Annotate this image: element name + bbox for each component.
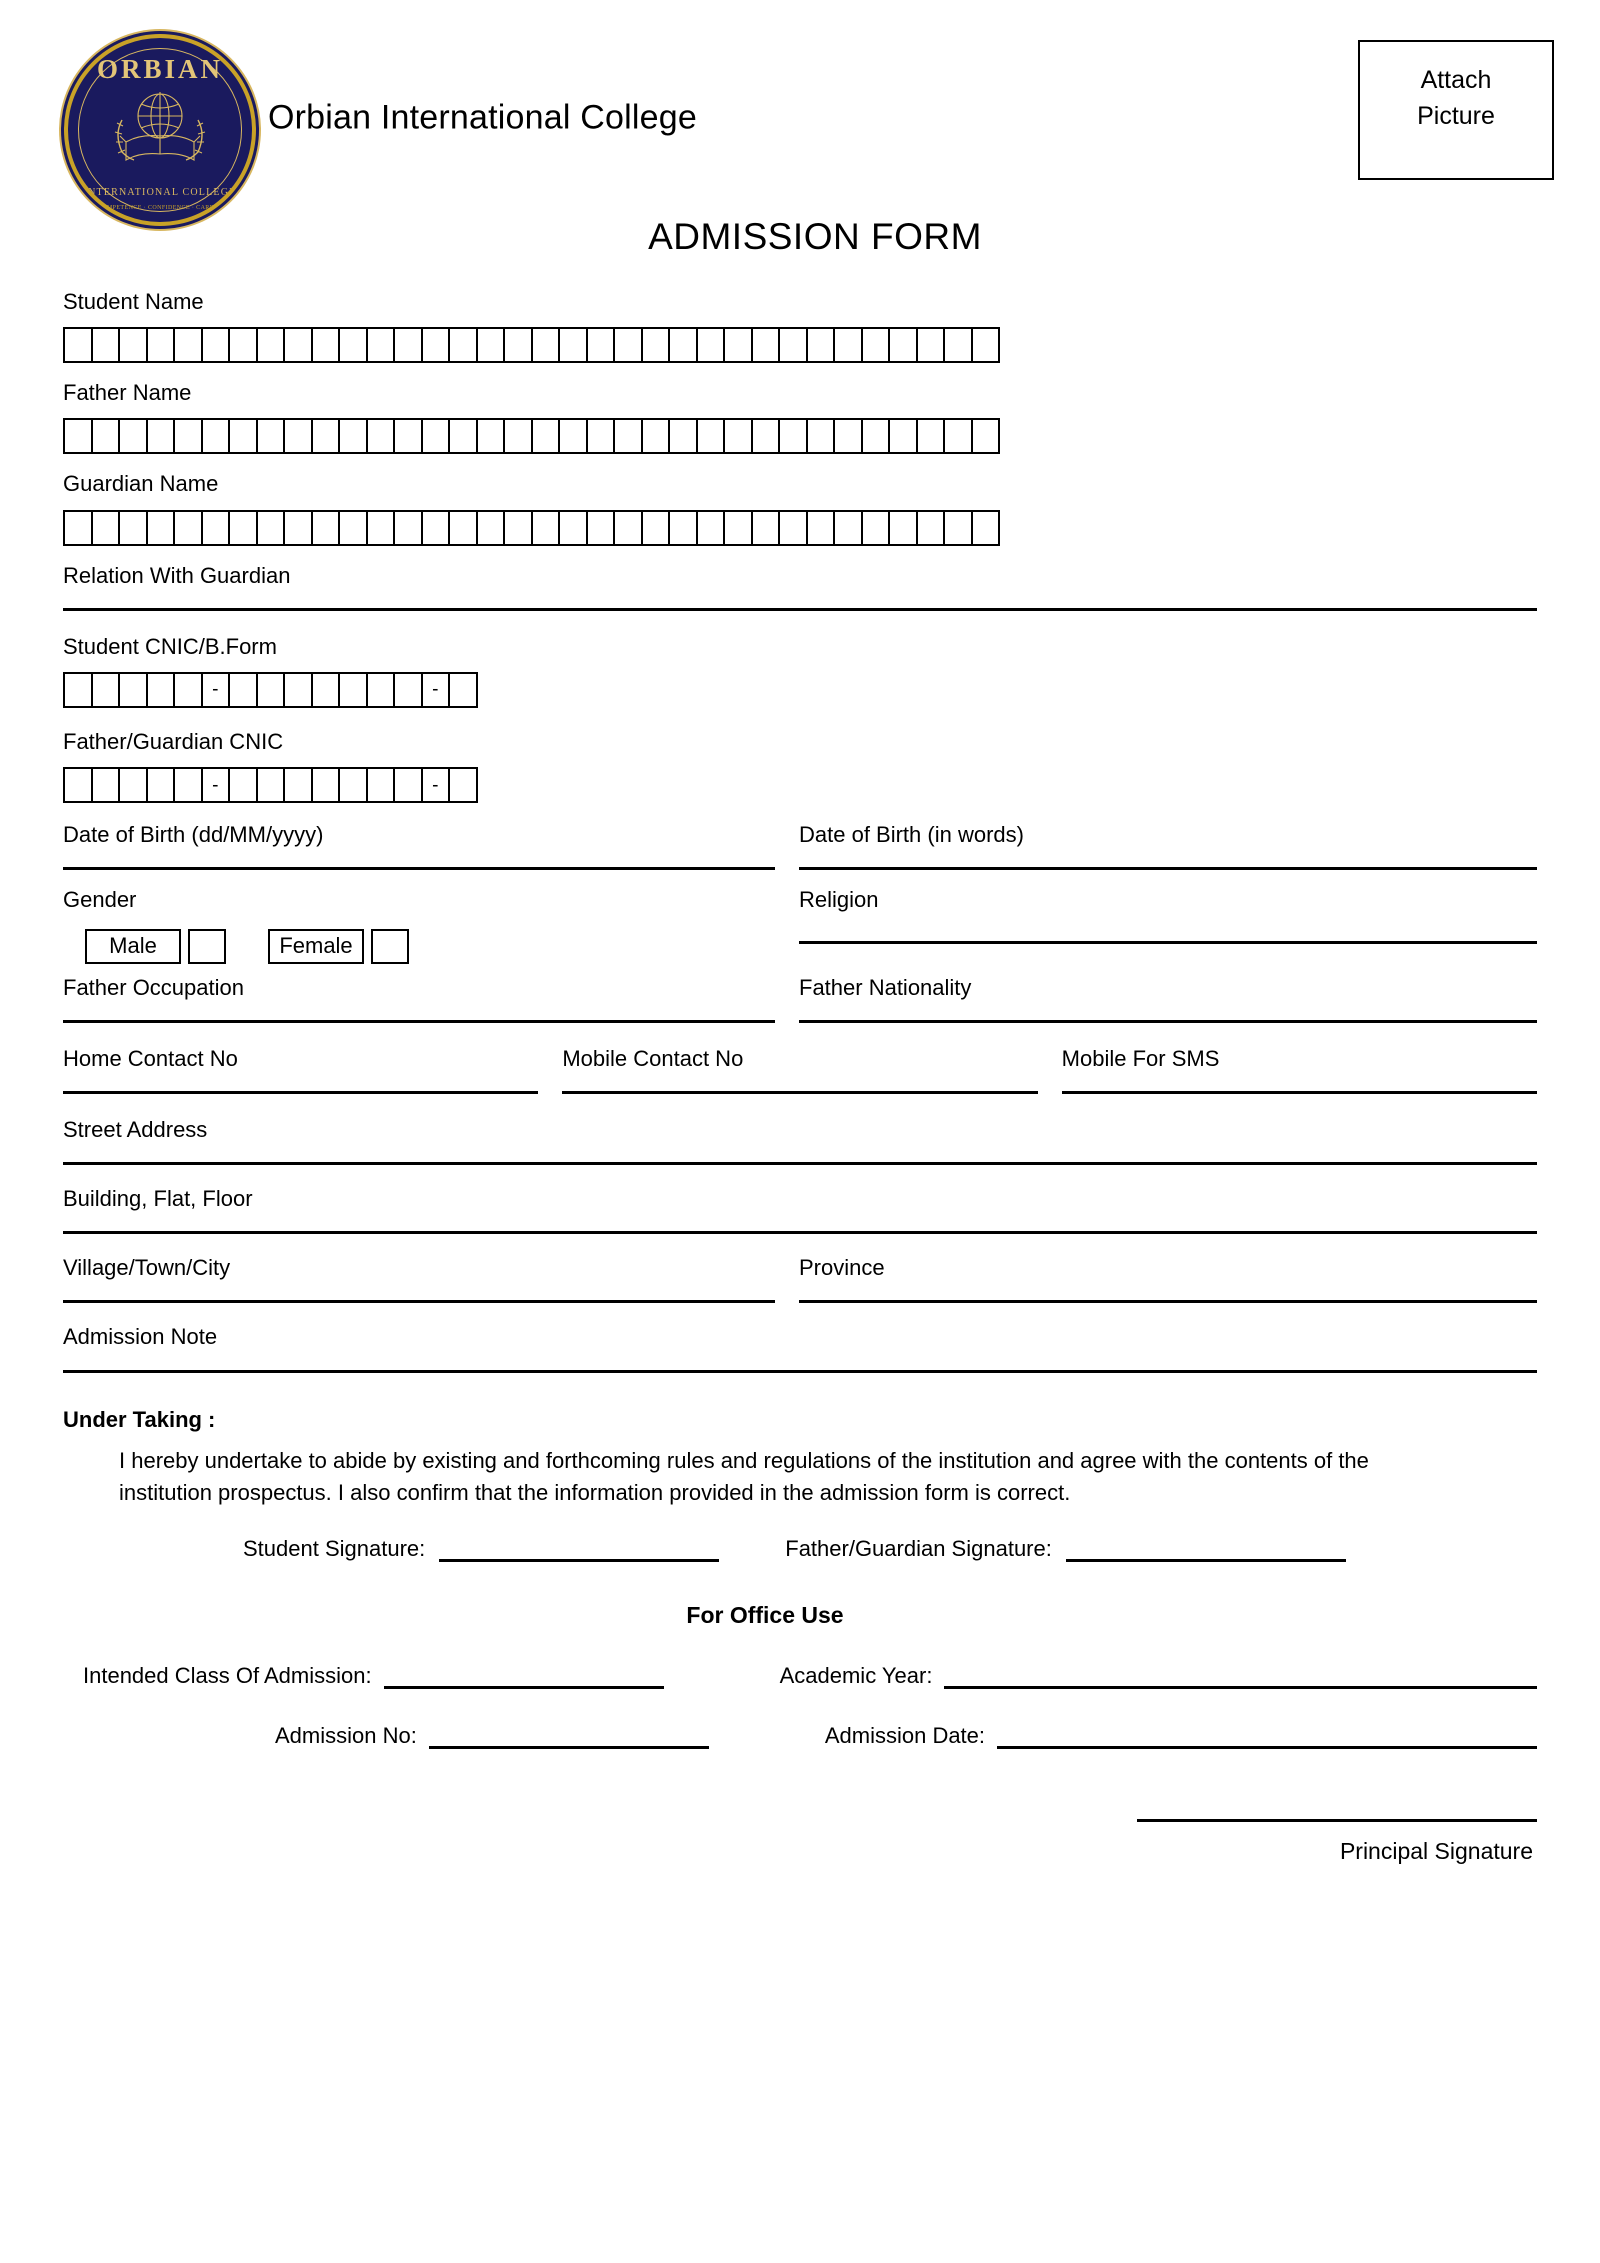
char-cell[interactable] <box>313 329 341 363</box>
char-cell[interactable] <box>175 420 203 454</box>
field-gender <box>63 888 775 963</box>
char-cell[interactable] <box>368 674 396 708</box>
char-cell[interactable] <box>588 512 616 546</box>
field-dob-numeric <box>63 823 775 870</box>
char-cell[interactable] <box>560 512 588 546</box>
char-cell[interactable] <box>65 420 93 454</box>
field-father-guardian-cnic <box>63 730 1537 803</box>
char-cell[interactable] <box>203 512 231 546</box>
field-religion <box>799 888 1537 963</box>
admission-date-input[interactable] <box>997 1724 1537 1749</box>
college-name: Orbian International College <box>268 98 697 137</box>
char-cell[interactable] <box>340 512 368 546</box>
father-guardian-cnic-boxes[interactable] <box>63 767 478 803</box>
char-cell[interactable] <box>395 420 423 454</box>
char-cell[interactable] <box>368 329 396 363</box>
char-cell[interactable] <box>615 329 643 363</box>
char-cell[interactable] <box>780 329 808 363</box>
principal-signature-input[interactable] <box>1137 1819 1537 1822</box>
char-cell[interactable] <box>588 329 616 363</box>
field-village-town-city <box>63 1256 775 1303</box>
char-cell[interactable] <box>643 420 671 454</box>
field-mobile-sms <box>1062 1047 1537 1094</box>
guardian-name-boxes[interactable] <box>63 510 1000 546</box>
field-student-name <box>63 290 1537 363</box>
char-cell[interactable] <box>478 512 506 546</box>
char-cell[interactable] <box>313 769 341 803</box>
char-cell[interactable] <box>258 329 286 363</box>
char-cell[interactable] <box>698 329 726 363</box>
field-province <box>799 1256 1537 1303</box>
char-cell[interactable] <box>670 329 698 363</box>
gender-female-checkbox[interactable] <box>371 929 409 964</box>
char-cell[interactable] <box>918 329 946 363</box>
char-cell[interactable] <box>560 329 588 363</box>
char-cell[interactable] <box>230 420 258 454</box>
label-student-signature: Student Signature: <box>243 1535 426 1561</box>
char-cell[interactable] <box>65 512 93 546</box>
char-cell[interactable] <box>808 329 836 363</box>
field-father-occupation <box>63 976 775 1023</box>
label-religion: Religion <box>799 887 879 913</box>
char-cell[interactable] <box>890 512 918 546</box>
char-cell[interactable] <box>423 512 451 546</box>
street-address-input[interactable] <box>63 1162 1537 1165</box>
char-cell[interactable] <box>285 769 313 803</box>
char-cell[interactable] <box>560 420 588 454</box>
student-name-boxes[interactable] <box>63 327 1000 363</box>
religion-input[interactable] <box>799 941 1537 944</box>
char-cell[interactable] <box>450 329 478 363</box>
office-row-class-year <box>63 1663 1537 1689</box>
label-principal-signature: Principal Signature <box>1339 1837 1533 1864</box>
char-cell[interactable] <box>725 329 753 363</box>
field-home-contact <box>63 1047 538 1094</box>
field-admission-note <box>63 1325 1537 1372</box>
label-building-flat-floor: Building, Flat, Floor <box>63 1186 253 1212</box>
char-cell[interactable] <box>203 329 231 363</box>
char-cell[interactable] <box>505 512 533 546</box>
char-cell[interactable] <box>285 512 313 546</box>
char-cell[interactable] <box>973 329 1001 363</box>
char-cell[interactable] <box>395 512 423 546</box>
char-cell[interactable] <box>450 512 478 546</box>
field-guardian-name <box>63 472 1537 545</box>
char-cell[interactable] <box>340 674 368 708</box>
char-cell[interactable]: - <box>203 674 231 708</box>
char-cell[interactable] <box>65 329 93 363</box>
label-home-contact: Home Contact No <box>63 1045 238 1071</box>
admission-note-input[interactable] <box>63 1370 1537 1373</box>
char-cell[interactable] <box>505 420 533 454</box>
char-cell[interactable] <box>890 420 918 454</box>
undertaking-text: I hereby undertake to abide by existing and forthcoming rules and regulations of the institution and agree with the contents of the institution prospectus. I also confirm that the information provided in the admission form is correct. <box>119 1447 1369 1506</box>
char-cell[interactable] <box>450 420 478 454</box>
char-cell[interactable] <box>230 769 258 803</box>
academic-year-input[interactable] <box>944 1664 1537 1689</box>
char-cell[interactable] <box>93 674 121 708</box>
attach-picture-line2: Picture <box>1417 102 1495 131</box>
char-cell[interactable] <box>670 420 698 454</box>
province-input[interactable] <box>799 1300 1537 1303</box>
char-cell[interactable] <box>945 329 973 363</box>
char-cell[interactable] <box>423 420 451 454</box>
char-cell[interactable] <box>973 420 1001 454</box>
dob-numeric-input[interactable] <box>63 867 775 870</box>
char-cell[interactable] <box>643 512 671 546</box>
field-father-name <box>63 381 1537 454</box>
signature-row <box>63 1536 1537 1562</box>
char-cell[interactable] <box>533 329 561 363</box>
student-signature-input[interactable] <box>439 1537 719 1562</box>
char-cell[interactable] <box>313 420 341 454</box>
char-cell[interactable] <box>395 674 423 708</box>
char-cell[interactable] <box>313 512 341 546</box>
seal-motto-text: COMPETENCE · CONFIDENCE · CAREER <box>97 205 223 211</box>
char-cell[interactable] <box>175 512 203 546</box>
char-cell[interactable] <box>670 512 698 546</box>
student-cnic-boxes[interactable] <box>63 672 478 708</box>
father-nationality-input[interactable] <box>799 1020 1537 1023</box>
char-cell[interactable] <box>863 420 891 454</box>
char-cell[interactable] <box>120 512 148 546</box>
char-cell[interactable]: - <box>423 674 451 708</box>
label-father-nationality: Father Nationality <box>799 974 972 1000</box>
field-dob-words <box>799 823 1537 870</box>
admission-no-input[interactable] <box>429 1724 709 1749</box>
char-cell[interactable] <box>285 674 313 708</box>
char-cell[interactable] <box>340 769 368 803</box>
char-cell[interactable] <box>395 769 423 803</box>
char-cell[interactable] <box>285 420 313 454</box>
label-street-address: Street Address <box>63 1116 208 1142</box>
char-cell[interactable] <box>698 512 726 546</box>
home-contact-input[interactable] <box>63 1091 538 1094</box>
char-cell[interactable] <box>175 674 203 708</box>
office-row-no-date <box>63 1723 1537 1749</box>
label-dob-words: Date of Birth (in words) <box>799 822 1024 848</box>
char-cell[interactable] <box>340 329 368 363</box>
char-cell[interactable] <box>340 420 368 454</box>
label-mobile-sms: Mobile For SMS <box>1061 1045 1220 1071</box>
char-cell[interactable] <box>450 674 478 708</box>
char-cell[interactable] <box>863 329 891 363</box>
gender-female-label: Female <box>268 929 364 964</box>
label-father-guardian-cnic: Father/Guardian CNIC <box>63 728 284 754</box>
char-cell[interactable] <box>93 329 121 363</box>
char-cell[interactable] <box>725 420 753 454</box>
label-dob-numeric: Date of Birth (dd/MM/yyyy) <box>63 822 324 848</box>
char-cell[interactable] <box>120 769 148 803</box>
father-name-boxes[interactable] <box>63 418 1000 454</box>
char-cell[interactable] <box>808 512 836 546</box>
label-admission-no: Admission No: <box>275 1722 417 1748</box>
label-intended-class: Intended Class Of Admission: <box>83 1662 372 1688</box>
for-office-use-title: For Office Use <box>686 1601 844 1628</box>
char-cell[interactable] <box>148 769 176 803</box>
char-cell[interactable] <box>258 420 286 454</box>
label-relation-with-guardian: Relation With Guardian <box>63 562 291 588</box>
field-student-cnic <box>63 635 1537 708</box>
page-title: ADMISSION FORM <box>648 216 982 257</box>
char-cell[interactable] <box>450 769 478 803</box>
char-cell[interactable] <box>780 420 808 454</box>
char-cell[interactable] <box>863 512 891 546</box>
father-occupation-input[interactable] <box>63 1020 775 1023</box>
char-cell[interactable] <box>918 420 946 454</box>
char-cell[interactable] <box>175 329 203 363</box>
field-relation-with-guardian <box>63 564 1537 611</box>
char-cell[interactable] <box>368 769 396 803</box>
char-cell[interactable] <box>65 769 93 803</box>
char-cell[interactable] <box>643 329 671 363</box>
label-gender: Gender <box>63 887 137 913</box>
field-street-address <box>63 1118 1537 1165</box>
attach-picture-line1: Attach <box>1420 66 1492 94</box>
principal-signature-block <box>63 1819 1537 1865</box>
label-mobile-contact: Mobile Contact No <box>562 1045 744 1071</box>
char-cell[interactable] <box>120 329 148 363</box>
char-cell[interactable] <box>148 512 176 546</box>
field-row-village-province <box>63 1256 1537 1303</box>
field-building-flat-floor <box>63 1187 1537 1234</box>
char-cell[interactable] <box>285 329 313 363</box>
field-row-father-occ-nat <box>63 976 1537 1023</box>
char-cell[interactable] <box>93 420 121 454</box>
char-cell[interactable] <box>230 674 258 708</box>
seal-icon <box>68 38 252 222</box>
field-row-gender-religion <box>63 888 1537 963</box>
char-cell[interactable] <box>505 329 533 363</box>
char-cell[interactable] <box>725 512 753 546</box>
char-cell[interactable] <box>368 420 396 454</box>
building-flat-floor-input[interactable] <box>63 1231 1537 1234</box>
char-cell[interactable] <box>175 769 203 803</box>
label-student-cnic: Student CNIC/B.Form <box>63 633 277 659</box>
label-province: Province <box>799 1255 885 1281</box>
form-body <box>0 290 1600 1865</box>
undertaking-title: Under Taking : <box>63 1406 216 1432</box>
char-cell[interactable] <box>918 512 946 546</box>
intended-class-input[interactable] <box>384 1664 664 1689</box>
char-cell[interactable] <box>615 420 643 454</box>
char-cell[interactable] <box>230 329 258 363</box>
char-cell[interactable] <box>753 329 781 363</box>
dob-words-input[interactable] <box>799 867 1537 870</box>
char-cell[interactable] <box>423 329 451 363</box>
char-cell[interactable] <box>368 512 396 546</box>
char-cell[interactable] <box>120 420 148 454</box>
char-cell[interactable] <box>478 420 506 454</box>
char-cell[interactable] <box>533 512 561 546</box>
char-cell[interactable] <box>230 512 258 546</box>
char-cell[interactable] <box>890 329 918 363</box>
label-student-name: Student Name <box>63 289 204 314</box>
field-mobile-contact <box>562 1047 1037 1094</box>
college-logo <box>68 38 252 222</box>
gender-male-checkbox[interactable] <box>188 929 226 964</box>
char-cell[interactable] <box>835 329 863 363</box>
label-academic-year: Academic Year: <box>779 1662 933 1688</box>
char-cell[interactable] <box>835 512 863 546</box>
char-cell[interactable] <box>835 420 863 454</box>
char-cell[interactable] <box>588 420 616 454</box>
char-cell[interactable] <box>533 420 561 454</box>
char-cell[interactable]: - <box>423 769 451 803</box>
seal-bottom-text: INTERNATIONAL COLLEGE <box>83 187 237 198</box>
label-admission-date: Admission Date: <box>824 1722 986 1748</box>
char-cell[interactable] <box>753 420 781 454</box>
char-cell[interactable] <box>313 674 341 708</box>
label-father-name: Father Name <box>63 380 192 406</box>
char-cell[interactable] <box>120 674 148 708</box>
gender-male-label: Male <box>85 929 181 964</box>
char-cell[interactable] <box>203 420 231 454</box>
field-row-dob <box>63 823 1537 870</box>
char-cell[interactable] <box>615 512 643 546</box>
char-cell[interactable] <box>148 420 176 454</box>
char-cell[interactable] <box>258 512 286 546</box>
label-guardian-signature: Father/Guardian Signature: <box>785 1535 1052 1561</box>
gender-options <box>63 929 775 964</box>
char-cell[interactable] <box>780 512 808 546</box>
char-cell[interactable] <box>698 420 726 454</box>
label-father-occupation: Father Occupation <box>63 974 244 1000</box>
mobile-sms-input[interactable] <box>1062 1091 1537 1094</box>
mobile-contact-input[interactable] <box>562 1091 1037 1094</box>
seal-top-text: ORBIAN <box>96 54 223 84</box>
char-cell[interactable] <box>148 329 176 363</box>
char-cell[interactable] <box>753 512 781 546</box>
char-cell[interactable] <box>973 512 1001 546</box>
attach-picture-box[interactable] <box>1358 40 1554 180</box>
form-header <box>0 0 1600 230</box>
guardian-signature-input[interactable] <box>1066 1537 1346 1562</box>
label-village-town-city: Village/Town/City <box>63 1255 231 1281</box>
label-admission-note: Admission Note <box>63 1324 218 1350</box>
globe-book-emblem-icon <box>106 90 214 172</box>
char-cell[interactable]: - <box>203 769 231 803</box>
char-cell[interactable] <box>808 420 836 454</box>
char-cell[interactable] <box>945 420 973 454</box>
village-town-city-input[interactable] <box>63 1300 775 1303</box>
char-cell[interactable] <box>93 512 121 546</box>
char-cell[interactable] <box>65 674 93 708</box>
char-cell[interactable] <box>93 769 121 803</box>
label-guardian-name: Guardian Name <box>63 471 219 497</box>
char-cell[interactable] <box>478 329 506 363</box>
char-cell[interactable] <box>395 329 423 363</box>
field-row-contacts <box>63 1047 1537 1094</box>
char-cell[interactable] <box>258 674 286 708</box>
field-father-nationality <box>799 976 1537 1023</box>
char-cell[interactable] <box>945 512 973 546</box>
char-cell[interactable] <box>148 674 176 708</box>
char-cell[interactable] <box>258 769 286 803</box>
relation-with-guardian-input[interactable] <box>63 608 1537 611</box>
